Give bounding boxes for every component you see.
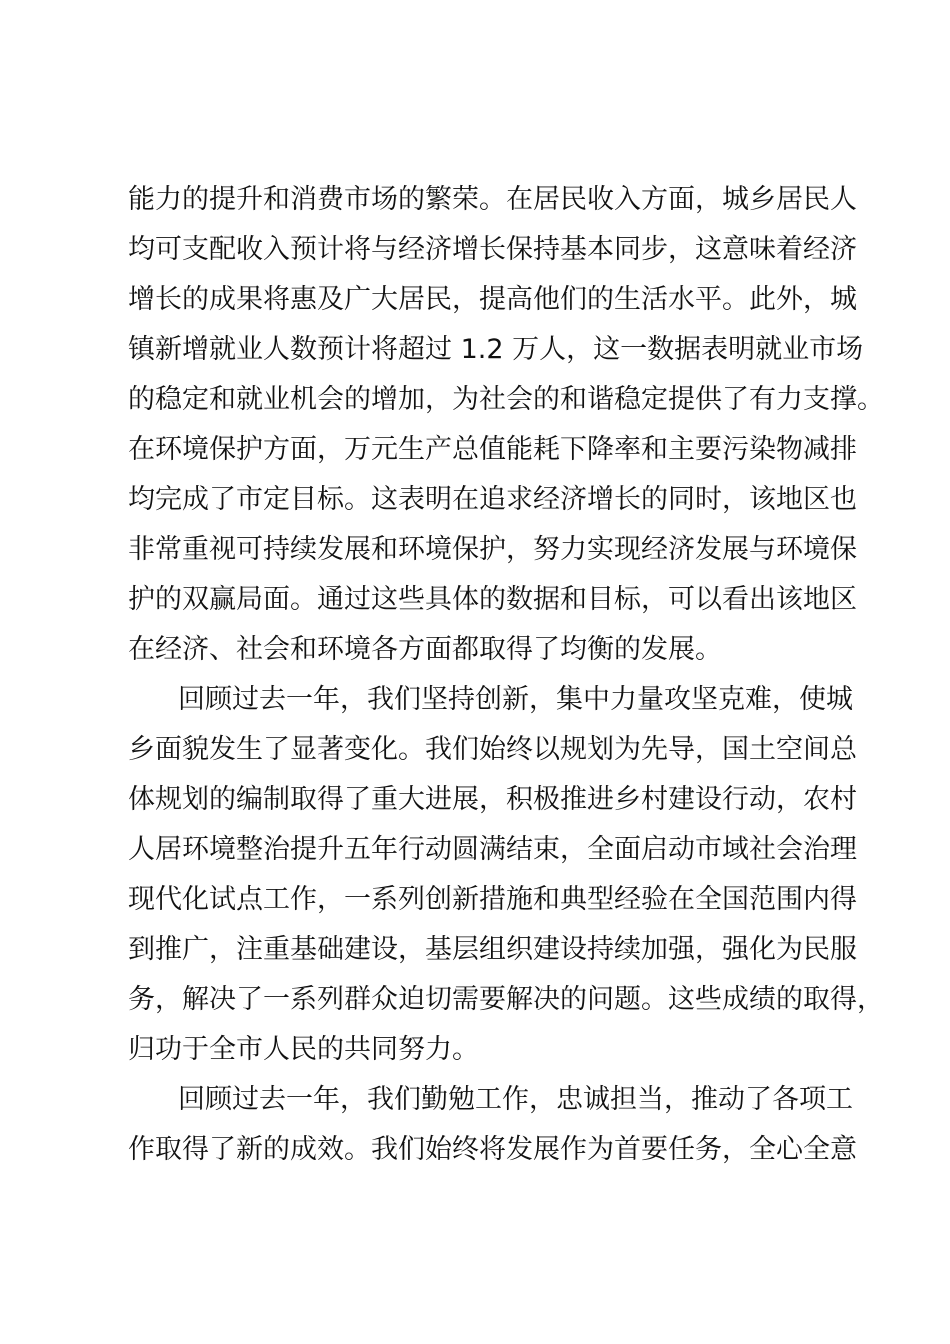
paragraph-3-line-2: 作取得了新的成效。我们始终将发展作为首要任务，全心全意	[128, 1134, 857, 1165]
paragraph-2-line-3: 体规划的编制取得了重大进展，积极推进乡村建设行动，农村	[128, 784, 857, 815]
paragraph-2-line-2: 乡面貌发生了显著变化。我们始终以规划为先导，国土空间总	[128, 734, 857, 765]
paragraph-2-line-7: 务，解决了一系列群众迫切需要解决的问题。这些成绩的取得，	[128, 984, 884, 1015]
paragraph-2-line-5: 现代化试点工作，一系列创新措施和典型经验在全国范围内得	[128, 884, 857, 915]
paragraph-1-line-5: 的稳定和就业机会的增加，为社会的和谐稳定提供了有力支撑。	[128, 384, 884, 415]
paragraph-1-line-1: 能力的提升和消费市场的繁荣。在居民收入方面，城乡居民人	[128, 184, 857, 215]
paragraph-1-line-10: 在经济、社会和环境各方面都取得了均衡的发展。	[128, 634, 722, 665]
paragraph-2-line-6: 到推广，注重基础建设，基层组织建设持续加强，强化为民服	[128, 934, 857, 965]
paragraph-1-line-9: 护的双赢局面。通过这些具体的数据和目标，可以看出该地区	[128, 584, 857, 615]
paragraph-1-line-7: 均完成了市定目标。这表明在追求经济增长的同时，该地区也	[128, 484, 857, 515]
paragraph-1-line-4: 镇新增就业人数预计将超过 1.2 万人，这一数据表明就业市场	[128, 334, 864, 365]
paragraph-1-line-2: 均可支配收入预计将与经济增长保持基本同步，这意味着经济	[128, 234, 857, 265]
paragraph-2-line-4: 人居环境整治提升五年行动圆满结束，全面启动市域社会治理	[128, 834, 857, 865]
paragraph-1-line-6: 在环境保护方面，万元生产总值能耗下降率和主要污染物减排	[128, 434, 857, 465]
paragraph-1-line-8: 非常重视可持续发展和环境保护，努力实现经济发展与环境保	[128, 534, 857, 565]
paragraph-3-line-1: 回顾过去一年，我们勤勉工作，忠诚担当，推动了各项工	[178, 1084, 853, 1115]
paragraph-1-line-3: 增长的成果将惠及广大居民，提高他们的生活水平。此外，城	[128, 284, 857, 315]
paragraph-2-line-8: 归功于全市人民的共同努力。	[128, 1034, 479, 1065]
paragraph-2-line-1: 回顾过去一年，我们坚持创新，集中力量攻坚克难，使城	[178, 684, 853, 715]
